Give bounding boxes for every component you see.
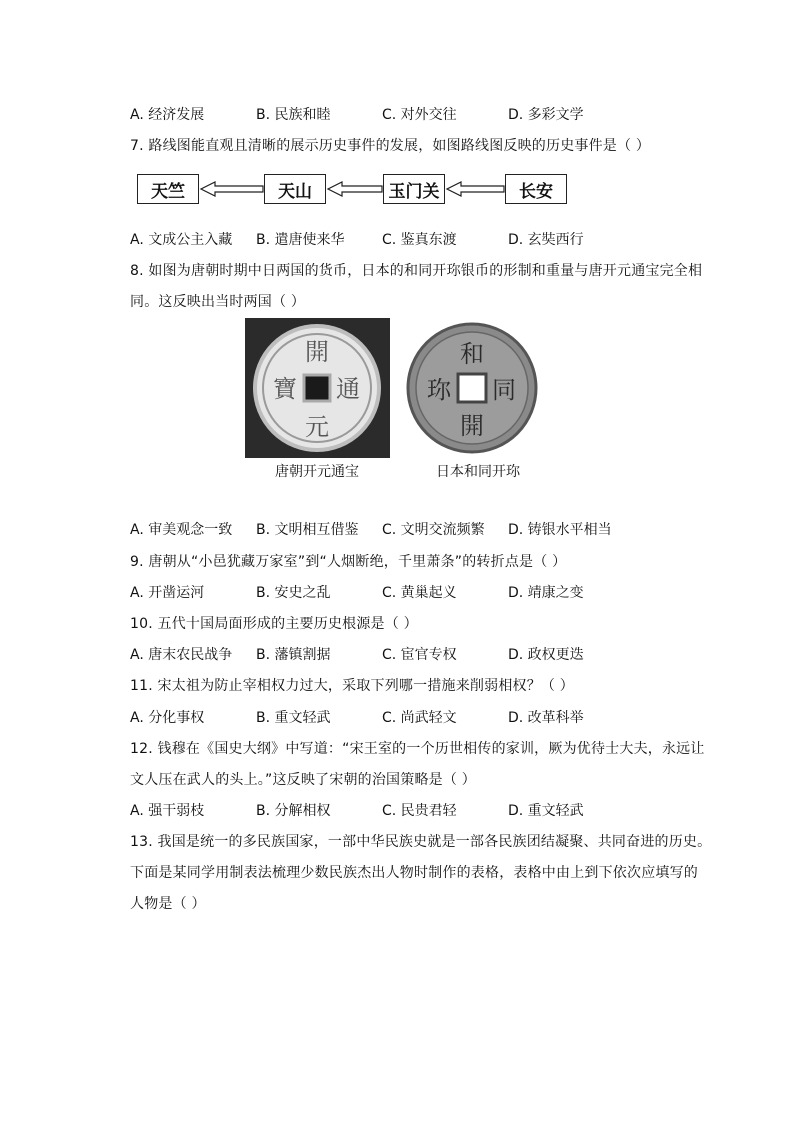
route-arrow-2-icon — [326, 181, 384, 197]
route-box-yumenguan: 玉门关 — [383, 174, 445, 204]
coin1-caption: 唐朝开元通宝 — [275, 464, 359, 480]
q10-stem: 10. 五代十国局面形成的主要历史根源是（ ） — [130, 616, 418, 632]
q7-stem: 7. 路线图能直观且清晰的展示历史事件的发展，如图路线图反映的历史事件是（ ） — [130, 138, 651, 154]
coin2-char-top: 和 — [460, 340, 484, 368]
q10-option-a[interactable]: A. 唐末农民战争 — [130, 647, 233, 663]
q6-option-b[interactable]: B. 民族和睦 — [256, 107, 331, 123]
route-box-tianshan: 天山 — [264, 174, 326, 204]
q11-stem: 11. 宋太祖为防止宰相权力过大，采取下列哪一措施来削弱相权？（ ） — [130, 678, 574, 694]
q8-option-c[interactable]: C. 文明交流频繁 — [382, 522, 485, 538]
q12-option-b[interactable]: B. 分解相权 — [256, 803, 331, 819]
q8-stem-line1: 8. 如图为唐朝时期中日两国的货币，日本的和同开珎银币的形制和重量与唐开元通宝完全相 — [130, 263, 703, 279]
coin-wado-image — [392, 318, 549, 458]
q13-stem-line3: 人物是（ ） — [130, 896, 206, 912]
q8-stem-line2: 同。这反映出当时两国（ ） — [130, 294, 306, 310]
coin1-char-bottom: 元 — [305, 413, 329, 441]
q13-stem-line1: 13. 我国是统一的多民族国家，一部中华民族史就是一部各民族团结凝聚、共同奋进的历史。 — [130, 834, 712, 850]
q9-option-d[interactable]: D. 靖康之变 — [508, 585, 584, 601]
q6-option-a[interactable]: A. 经济发展 — [130, 107, 205, 123]
q10-option-b[interactable]: B. 藩镇割据 — [256, 647, 331, 663]
q12-stem-line2: 文人压在武人的头上。”这反映了宋朝的治国策略是（ ） — [130, 772, 476, 788]
q13-stem-line2: 下面是某同学用制表法梳理少数民族杰出人物时制作的表格，表格中由上到下依次应填写的 — [130, 865, 698, 881]
q9-option-a[interactable]: A. 开凿运河 — [130, 585, 205, 601]
coin1-char-top: 開 — [305, 338, 329, 366]
q11-option-b[interactable]: B. 重文轻武 — [256, 710, 331, 726]
route-arrow-3-icon — [445, 181, 506, 197]
q7-option-b[interactable]: B. 遣唐使来华 — [256, 232, 345, 248]
coin2-char-left: 珎 — [427, 376, 451, 404]
q8-option-a[interactable]: A. 审美观念一致 — [130, 522, 233, 538]
q9-option-b[interactable]: B. 安史之乱 — [256, 585, 331, 601]
q7-option-c[interactable]: C. 鉴真东渡 — [382, 232, 457, 248]
coin1-char-right: 通 — [336, 375, 360, 403]
q11-option-d[interactable]: D. 改革科举 — [508, 710, 584, 726]
coin2-char-right: 同 — [492, 376, 516, 404]
q10-option-c[interactable]: C. 宦官专权 — [382, 647, 457, 663]
coin2-caption: 日本和同开珎 — [436, 464, 520, 480]
q8-option-b[interactable]: B. 文明相互借鉴 — [256, 522, 359, 538]
q12-stem-line1: 12. 钱穆在《国史大纲》中写道：“宋王室的一个历世相传的家训，厥为优待士大夫，永远让 — [130, 741, 705, 757]
q6-option-c[interactable]: C. 对外交往 — [382, 107, 457, 123]
coin2-char-bottom: 開 — [460, 412, 484, 440]
q12-option-a[interactable]: A. 强干弱枝 — [130, 803, 205, 819]
q9-option-c[interactable]: C. 黄巢起义 — [382, 585, 457, 601]
route-box-changan: 长安 — [505, 174, 567, 204]
q10-option-d[interactable]: D. 政权更迭 — [508, 647, 584, 663]
q6-option-d[interactable]: D. 多彩文学 — [508, 107, 584, 123]
q12-option-d[interactable]: D. 重文轻武 — [508, 803, 584, 819]
q7-option-d[interactable]: D. 玄奘西行 — [508, 232, 584, 248]
q9-stem: 9. 唐朝从“小邑犹藏万家室”到“人烟断绝，千里萧条”的转折点是（ ） — [130, 554, 567, 570]
route-arrow-1-icon — [199, 181, 265, 197]
q11-option-c[interactable]: C. 尚武轻文 — [382, 710, 457, 726]
q8-option-d[interactable]: D. 铸银水平相当 — [508, 522, 612, 538]
q11-option-a[interactable]: A. 分化事权 — [130, 710, 205, 726]
coin1-char-left: 寶 — [273, 375, 297, 403]
route-box-tianzhu: 天竺 — [137, 174, 199, 204]
q12-option-c[interactable]: C. 民贵君轻 — [382, 803, 457, 819]
coin-kaiyuan-image — [245, 318, 390, 458]
q7-option-a[interactable]: A. 文成公主入藏 — [130, 232, 233, 248]
